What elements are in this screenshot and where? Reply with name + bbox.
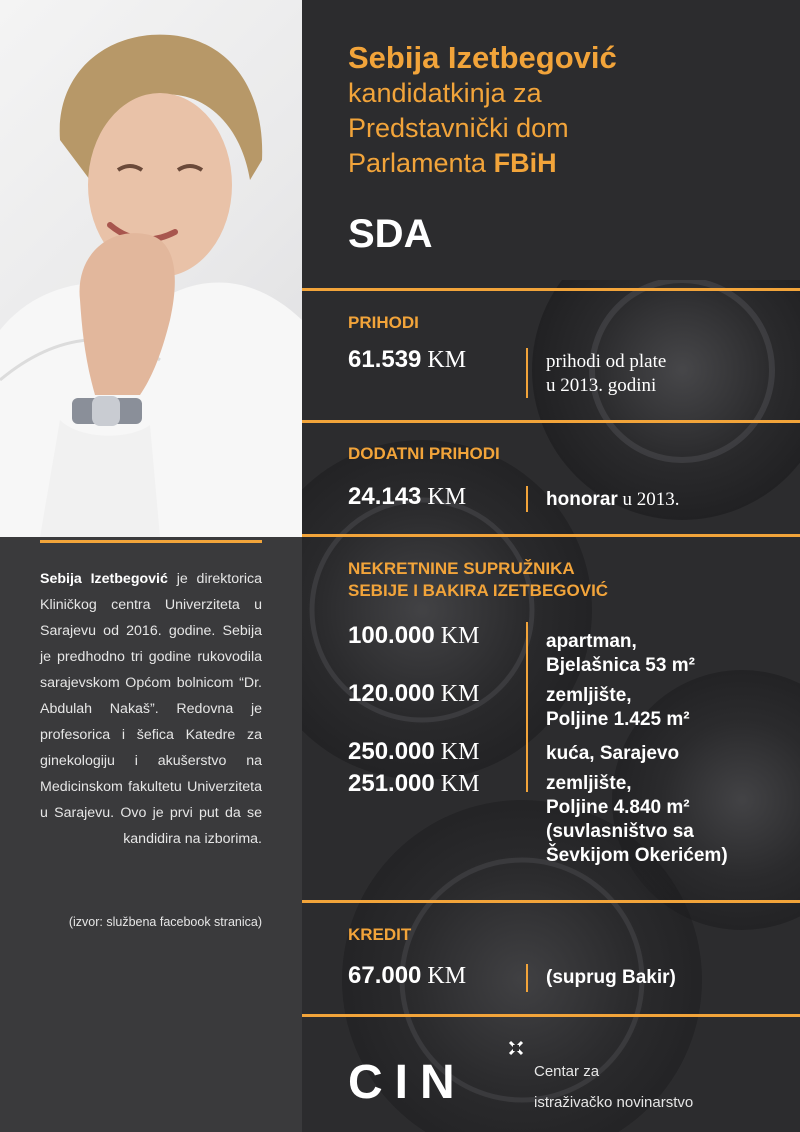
candidacy-line-2: Predstavnički dom <box>348 113 569 143</box>
prihodi-desc-line2: u 2013. godini <box>546 375 657 396</box>
dodatni-description <box>546 488 680 512</box>
cin-logo-mark-icon <box>508 1040 524 1056</box>
property-3-amount-unit: KM <box>434 739 480 765</box>
candidate-name: Sebija Izetbegović <box>348 40 617 75</box>
party-name: SDA <box>348 212 433 256</box>
bio-text: je direktorica Kliničkog centra Univerziteta u Sarajevu od 2016. godine. Sebija je predhodno tri godine rukovodila sarajevskom Općom bolnicom “Dr. Abdulah Nakaš”. Redovna je profesorica i šefica Katedre za ginekologiju i akušerstvo na Medicinskom fakultetu Univerziteta u Sarajevu. Ovo je prvi put da se kandidira na izborima. <box>40 571 262 847</box>
property-1-amount <box>348 622 479 650</box>
property-4-desc-line4: Ševkijom Okerićem) <box>546 845 728 866</box>
property-1-desc-bold: apartman, <box>546 631 637 652</box>
property-3-description <box>546 742 679 766</box>
nekretnine-title <box>348 558 608 602</box>
dodatni-desc-rest: u 2013. <box>617 489 680 510</box>
property-1-amount-value: 100.000 <box>348 622 435 649</box>
prihodi-description <box>546 350 666 398</box>
property-1-description <box>546 630 695 678</box>
nekretnine-title-line2: SEBIJE I BAKIRA IZETBEGOVIĆ <box>348 581 609 600</box>
property-2-description <box>546 684 690 732</box>
bio-name: Sebija Izetbegović <box>40 571 168 587</box>
candidate-photo <box>0 0 302 537</box>
property-2-desc-bold: zemljište, <box>546 685 632 706</box>
property-1-desc-line2: Bjelašnica 53 m² <box>546 655 695 676</box>
property-2-amount <box>348 680 479 708</box>
property-3-desc-bold: kuća, Sarajevo <box>546 743 680 764</box>
right-column <box>302 0 800 1132</box>
property-3-amount-value: 250.000 <box>348 738 435 765</box>
property-1-amount-unit: KM <box>434 623 480 649</box>
biography <box>40 566 262 852</box>
dodatni-amount-unit: KM <box>421 484 467 510</box>
nekretnine-divider <box>526 622 528 792</box>
org-line1: Centar za <box>534 1063 600 1080</box>
property-4-amount-value: 251.000 <box>348 770 435 797</box>
header <box>348 40 788 181</box>
nekretnine-rule <box>302 534 800 537</box>
prihodi-rule <box>302 288 800 291</box>
prihodi-divider <box>526 348 528 398</box>
dodatni-amount-value: 24.143 <box>348 483 422 510</box>
kredit-title: KREDIT <box>348 925 412 944</box>
prihodi-amount-unit: KM <box>421 347 467 373</box>
kredit-desc: (suprug Bakir) <box>546 967 676 988</box>
kredit-amount <box>348 962 466 990</box>
kredit-description <box>546 966 676 990</box>
candidacy-line-3-bold: FBiH <box>493 148 557 178</box>
kredit-bottom-rule <box>302 1014 800 1017</box>
prihodi-amount <box>348 346 466 374</box>
prihodi-desc-line1: prihodi od plate <box>546 351 667 372</box>
property-3-amount <box>348 738 479 766</box>
property-4-desc-bold: zemljište, <box>546 773 632 794</box>
property-4-amount-unit: KM <box>434 771 480 797</box>
property-4-desc-line2: Poljine 4.840 m² <box>546 797 690 818</box>
property-2-desc-line2: Poljine 1.425 m² <box>546 709 690 730</box>
kredit-amount-unit: KM <box>421 963 467 989</box>
candidacy-line-3-prefix: Parlamenta <box>348 148 494 178</box>
property-4-description <box>546 772 728 868</box>
dodatni-desc-bold: honorar <box>546 489 618 510</box>
dodatni-divider <box>526 486 528 512</box>
kredit-divider <box>526 964 528 992</box>
property-4-desc-line3: (suvlasništvo sa <box>546 821 694 842</box>
cin-logo: CIN <box>348 1056 467 1109</box>
bio-source: (izvor: službena facebook stranica) <box>68 915 262 929</box>
property-4-amount <box>348 770 479 798</box>
org-line2: istraživačko novinarstvo <box>534 1094 694 1111</box>
prihodi-amount-value: 61.539 <box>348 346 422 373</box>
kredit-rule <box>302 900 800 903</box>
left-accent-rule <box>40 540 262 543</box>
candidacy-line-3 <box>348 146 788 181</box>
kredit-amount-value: 67.000 <box>348 962 422 989</box>
nekretnine-title-line1: NEKRETNINE SUPRUŽNIKA <box>348 559 575 578</box>
organization-name <box>534 1056 754 1118</box>
dodatni-amount <box>348 483 466 511</box>
prihodi-title: PRIHODI <box>348 313 419 332</box>
dodatni-rule <box>302 420 800 423</box>
property-2-amount-value: 120.000 <box>348 680 435 707</box>
portrait-illustration <box>0 0 302 537</box>
candidacy-line-1: kandidatkinja za <box>348 78 542 108</box>
dodatni-title: DODATNI PRIHODI <box>348 444 500 463</box>
property-2-amount-unit: KM <box>434 681 480 707</box>
left-column <box>0 0 302 1132</box>
